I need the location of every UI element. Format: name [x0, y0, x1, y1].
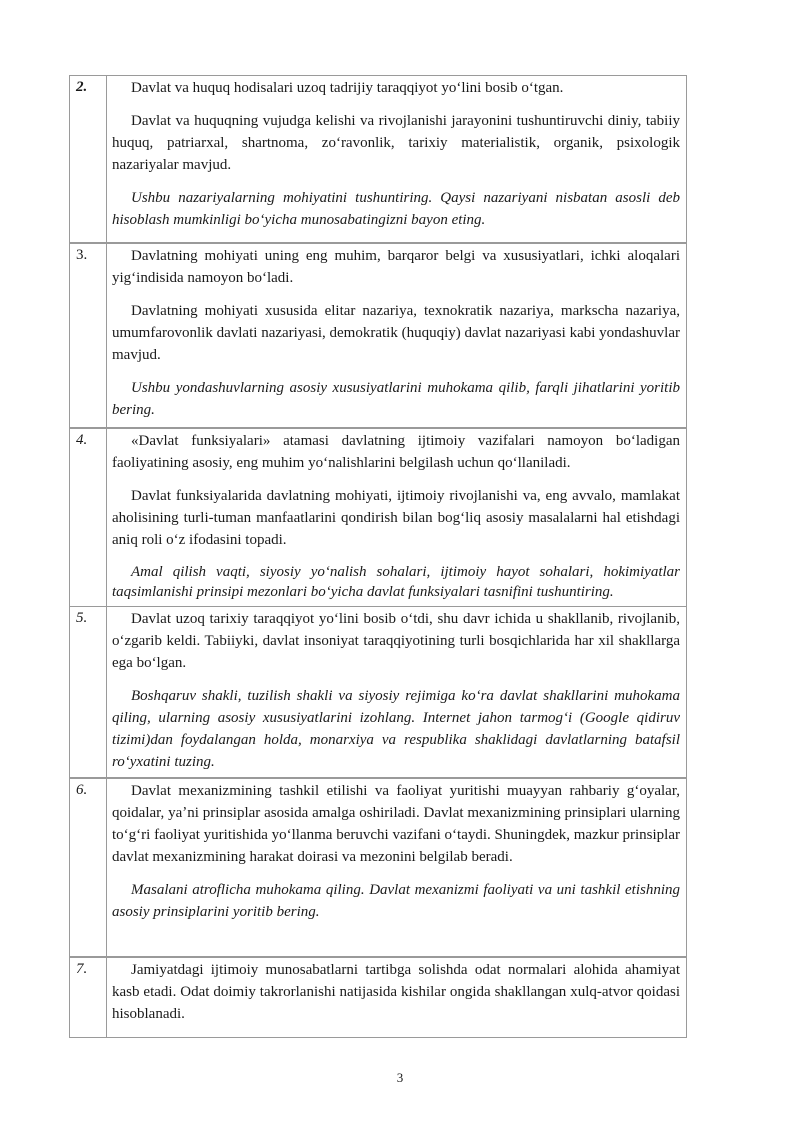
- column-divider: [106, 244, 107, 427]
- paragraph: Davlat mexanizmining tashkil etilishi va faoliyat yuritishi muayyan rahbariy gʻoyalar, qoidalar, yaʼni prinsiplar asosida amalga oshiriladi. Davlat mexanizmining prinsiplari ularning toʻgʻri faoliyat yuritishida yoʻllanma beruvchi vazifani oʻtaydi. Shuningdek, mazkur prinsiplar davlat mexanizmining harakat doirasi va mezonini belgilab beradi.: [112, 783, 680, 865]
- table-row-5: [69, 606, 687, 778]
- paragraph: Davlatning mohiyati xususida elitar nazariya, texnokratik nazariya, markscha nazariya, umumfarovonlik davlati nazariyasi, demokratik (huquqiy) davlat nazariyasi kabi yondashuvlar mavjud.: [112, 303, 680, 363]
- row-number: 2.: [76, 79, 88, 95]
- column-divider: [106, 958, 107, 1037]
- paragraph: «Davlat funksiyalari» atamasi davlatning ijtimoiy vazifalari namoyon boʻladigan faoliyatining asosiy, eng muhim yoʻnalishlarini belgilash uchun qoʻllaniladi.: [112, 433, 680, 471]
- paragraph: Davlat funksiyalarida davlatning mohiyati, ijtimoiy rivojlanishi va, eng avvalo, mamlakat aholisining turli-tuman manfaatlarini qondirish bilan bogʻliq asosiy masalalarni hal etishdagi aniq roli oʻz ifodasini topadi.: [112, 488, 680, 548]
- task-question: Ushbu nazariyalarning mohiyatini tushuntiring. Qaysi nazariyani nisbatan asosli deb hisoblash mumkinligi boʻyicha munosabatingizni bayon eting.: [112, 190, 680, 228]
- task-question: Boshqaruv shakli, tuzilish shakli va siyosiy rejimiga koʻra davlat shakllarini muhokama qiling, ularning asosiy xususiyatlarini izohlang. Internet jahon tarmogʻi (Google qidiruv tizimi)dan foydalangan holda, monarxiya va respublika shaklidagi davlatlarning batafsil roʻyxatini tuzing.: [112, 688, 680, 770]
- row-content: [112, 959, 680, 1036]
- row-number: 5.: [76, 610, 88, 626]
- column-divider: [106, 779, 107, 956]
- table-row-4: [69, 428, 687, 607]
- column-divider: [106, 607, 107, 777]
- row-content: [112, 77, 680, 242]
- task-question: Masalani atroflicha muhokama qiling. Davlat mexanizmi faoliyati va uni tashkil etishning asosiy prinsiplarini yoritib bering.: [112, 882, 680, 920]
- paragraph: Davlat va huquqning vujudga kelishi va rivojlanishi jarayonini tushuntiruvchi diniy, tabiiy huquq, patriarxal, shartnoma, zoʻravonlik, tarixiy materialistik, organik, psixologik nazariyalar mavjud.: [112, 113, 680, 173]
- row-number: 7.: [76, 961, 88, 977]
- paragraph: Jamiyatdagi ijtimoiy munosabatlarni tartibga solishda odat normalari alohida ahamiyat kasb etadi. Odat doimiy takrorlanishi natijasida kishilar ongida shakllangan xulq-atvor qoidasi hisoblanadi.: [112, 962, 680, 1022]
- paragraph: Davlatning mohiyati uning eng muhim, barqaror belgi va xususiyatlari, ichki aloqalari yigʻindisida namoyon boʻladi.: [112, 248, 680, 286]
- table-row-7: [69, 957, 687, 1038]
- column-divider: [106, 429, 107, 606]
- task-question: Ushbu yondashuvlarning asosiy xususiyatlarini muhokama qilib, farqli jihatlarini yoritib bering.: [112, 380, 680, 418]
- table-row-3: [69, 243, 687, 428]
- paragraph: Davlat uzoq tarixiy taraqqiyot yoʻlini bosib oʻtdi, shu davr ichida u shakllanib, rivojlanib, oʻzgarib keldi. Tabiiyki, davlat insoniyat taraqqiyotining turli bosqichlarida har xil shakllarga ega boʻlgan.: [112, 611, 680, 671]
- table-row-2: [69, 75, 687, 243]
- row-content: [112, 245, 680, 432]
- row-number: 4.: [76, 432, 88, 448]
- row-content: [112, 608, 680, 784]
- row-content: [112, 430, 680, 613]
- table-row-6: [69, 778, 687, 957]
- task-question: Amal qilish vaqti, siyosiy yoʻnalish sohalari, ijtimoiy hayot sohalari, hokimiyatlar taqsimlanishi prinsipi mezonlari boʻyicha davlat funksiyalari tasnifini tushuntiring.: [112, 564, 680, 600]
- row-content: [112, 780, 680, 934]
- paragraph: Davlat va huquq hodisalari uzoq tadrijiy taraqqiyot yoʻlini bosib oʻtgan.: [131, 80, 564, 96]
- row-number: 3.: [76, 247, 88, 263]
- column-divider: [106, 76, 107, 242]
- row-number: 6.: [76, 782, 88, 798]
- page-number: 3: [396, 1070, 404, 1085]
